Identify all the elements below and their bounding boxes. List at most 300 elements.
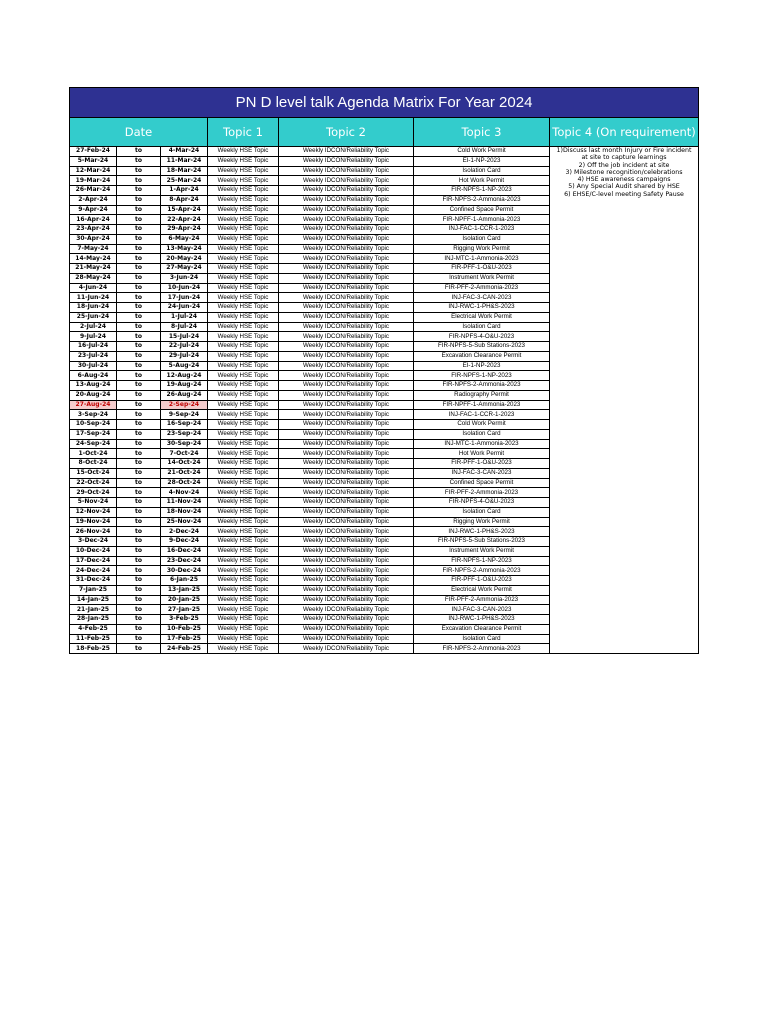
start-date-cell: 24-Dec-24 (70, 566, 117, 576)
end-date-cell: 11-Mar-24 (161, 156, 208, 166)
topic-2-cell: Weekly IDCON/Reliability Topic (279, 234, 414, 244)
to-cell: to (117, 273, 161, 283)
topic-1-cell: Weekly HSE Topic (208, 156, 279, 166)
to-cell: to (117, 478, 161, 488)
end-date-cell: 27-Jan-25 (161, 605, 208, 615)
topic-2-cell: Weekly IDCON/Reliability Topic (279, 400, 414, 410)
topic-3-cell: Cold Work Permit (414, 147, 550, 157)
end-date-cell: 9-Sep-24 (161, 410, 208, 420)
topic-3-cell: Isolation Card (414, 166, 550, 176)
topic-3-cell: FIR-PFF-1-O&U-2023 (414, 264, 550, 274)
topic-3-cell: Hot Work Permit (414, 449, 550, 459)
to-cell: to (117, 254, 161, 264)
topic-3-cell: FIR-NPFS-4-O&U-2023 (414, 332, 550, 342)
topic-2-cell: Weekly IDCON/Reliability Topic (279, 624, 414, 634)
topic-2-cell: Weekly IDCON/Reliability Topic (279, 420, 414, 430)
topic-1-cell: Weekly HSE Topic (208, 498, 279, 508)
header-topic-1: Topic 1 (208, 118, 279, 147)
topic-2-cell: Weekly IDCON/Reliability Topic (279, 585, 414, 595)
end-date-cell: 26-Aug-24 (161, 390, 208, 400)
start-date-cell: 27-Feb-24 (70, 147, 117, 157)
topic-3-cell: INJ-FAC-1-CCR-1-2023 (414, 410, 550, 420)
end-date-cell: 13-Jan-25 (161, 585, 208, 595)
topic-1-cell: Weekly HSE Topic (208, 410, 279, 420)
topic-2-cell: Weekly IDCON/Reliability Topic (279, 410, 414, 420)
topic-1-cell: Weekly HSE Topic (208, 371, 279, 381)
end-date-cell: 25-Mar-24 (161, 176, 208, 186)
topic-3-cell: FIR-NPFS-4-O&U-2023 (414, 498, 550, 508)
topic-3-cell: Rigging Work Permit (414, 517, 550, 527)
start-date-cell: 16-Jul-24 (70, 342, 117, 352)
topic-1-cell: Weekly HSE Topic (208, 244, 279, 254)
start-date-cell: 3-Dec-24 (70, 537, 117, 547)
start-date-cell: 9-Apr-24 (70, 205, 117, 215)
table-row (70, 147, 699, 157)
end-date-cell: 22-Apr-24 (161, 215, 208, 225)
topic-2-cell: Weekly IDCON/Reliability Topic (279, 634, 414, 644)
topic-3-cell: INJ-FAC-3-CAN-2023 (414, 605, 550, 615)
topic-3-cell: FIR-PFF-2-Ammonia-2023 (414, 595, 550, 605)
topic-3-cell: FIR-NPFS-1-NP-2023 (414, 371, 550, 381)
topic-2-cell: Weekly IDCON/Reliability Topic (279, 156, 414, 166)
end-date-cell: 11-Nov-24 (161, 498, 208, 508)
to-cell: to (117, 429, 161, 439)
to-cell: to (117, 293, 161, 303)
topic-4-note-line: 2) Off the job incident at site (578, 161, 670, 169)
topic-4-note-line: 4) HSE awareness campaigns (577, 176, 671, 184)
start-date-cell: 22-Oct-24 (70, 478, 117, 488)
topic-1-cell: Weekly HSE Topic (208, 615, 279, 625)
end-date-cell: 1-Jul-24 (161, 312, 208, 322)
start-date-cell: 31-Dec-24 (70, 576, 117, 586)
header-topic-2: Topic 2 (279, 118, 414, 147)
end-date-cell: 7-Oct-24 (161, 449, 208, 459)
topic-1-cell: Weekly HSE Topic (208, 576, 279, 586)
topic-3-cell: INJ-RWC-1-PH&S-2023 (414, 527, 550, 537)
end-date-cell: 29-Apr-24 (161, 225, 208, 235)
topic-1-cell: Weekly HSE Topic (208, 195, 279, 205)
topic-3-cell: Electrical Work Permit (414, 585, 550, 595)
topic-2-cell: Weekly IDCON/Reliability Topic (279, 322, 414, 332)
topic-1-cell: Weekly HSE Topic (208, 429, 279, 439)
start-date-cell: 17-Sep-24 (70, 429, 117, 439)
topic-2-cell: Weekly IDCON/Reliability Topic (279, 225, 414, 235)
start-date-cell: 14-May-24 (70, 254, 117, 264)
to-cell: to (117, 449, 161, 459)
topic-3-cell: Cold Work Permit (414, 420, 550, 430)
topic-2-cell: Weekly IDCON/Reliability Topic (279, 283, 414, 293)
end-date-cell: 28-Oct-24 (161, 478, 208, 488)
topic-1-cell: Weekly HSE Topic (208, 459, 279, 469)
start-date-cell: 21-Jan-25 (70, 605, 117, 615)
to-cell: to (117, 400, 161, 410)
topic-2-cell: Weekly IDCON/Reliability Topic (279, 293, 414, 303)
topic-1-cell: Weekly HSE Topic (208, 507, 279, 517)
header-topic-3: Topic 3 (414, 118, 550, 147)
topic-1-cell: Weekly HSE Topic (208, 634, 279, 644)
topic-3-cell: EI-1-NP-2023 (414, 156, 550, 166)
topic-2-cell: Weekly IDCON/Reliability Topic (279, 546, 414, 556)
to-cell: to (117, 546, 161, 556)
topic-3-cell: FIR-PFF-2-Ammonia-2023 (414, 283, 550, 293)
to-cell: to (117, 234, 161, 244)
end-date-cell: 6-Jan-25 (161, 576, 208, 586)
to-cell: to (117, 507, 161, 517)
end-date-cell: 30-Dec-24 (161, 566, 208, 576)
start-date-cell: 1-Oct-24 (70, 449, 117, 459)
end-date-cell: 4-Nov-24 (161, 488, 208, 498)
start-date-cell: 10-Sep-24 (70, 420, 117, 430)
topic-1-cell: Weekly HSE Topic (208, 449, 279, 459)
topic-1-cell: Weekly HSE Topic (208, 556, 279, 566)
end-date-cell: 23-Dec-24 (161, 556, 208, 566)
start-date-cell: 23-Apr-24 (70, 225, 117, 235)
start-date-cell: 4-Jun-24 (70, 283, 117, 293)
topic-2-cell: Weekly IDCON/Reliability Topic (279, 468, 414, 478)
to-cell: to (117, 205, 161, 215)
topic-1-cell: Weekly HSE Topic (208, 644, 279, 654)
end-date-cell: 1-Apr-24 (161, 186, 208, 196)
header-date: Date (70, 118, 208, 147)
topic-3-cell: FIR-PFF-1-O&U-2023 (414, 576, 550, 586)
topic-3-cell: Isolation Card (414, 322, 550, 332)
topic-2-cell: Weekly IDCON/Reliability Topic (279, 439, 414, 449)
end-date-cell: 15-Jul-24 (161, 332, 208, 342)
start-date-cell: 26-Nov-24 (70, 527, 117, 537)
topic-1-cell: Weekly HSE Topic (208, 264, 279, 274)
start-date-cell: 8-Oct-24 (70, 459, 117, 469)
to-cell: to (117, 576, 161, 586)
topic-2-cell: Weekly IDCON/Reliability Topic (279, 556, 414, 566)
start-date-cell: 9-Jul-24 (70, 332, 117, 342)
start-date-cell: 5-Nov-24 (70, 498, 117, 508)
start-date-cell: 2-Jul-24 (70, 322, 117, 332)
topic-2-cell: Weekly IDCON/Reliability Topic (279, 449, 414, 459)
topic-2-cell: Weekly IDCON/Reliability Topic (279, 332, 414, 342)
topic-1-cell: Weekly HSE Topic (208, 273, 279, 283)
start-date-cell: 30-Apr-24 (70, 234, 117, 244)
start-date-cell: 13-Aug-24 (70, 381, 117, 391)
to-cell: to (117, 225, 161, 235)
topic-4-note-line: 1)Discuss last month Injury or Fire incident (556, 147, 692, 154)
topic-2-cell: Weekly IDCON/Reliability Topic (279, 478, 414, 488)
to-cell: to (117, 527, 161, 537)
end-date-cell: 2-Dec-24 (161, 527, 208, 537)
end-date-cell: 20-May-24 (161, 254, 208, 264)
topic-2-cell: Weekly IDCON/Reliability Topic (279, 459, 414, 469)
end-date-cell: 8-Jul-24 (161, 322, 208, 332)
end-date-cell: 20-Jan-25 (161, 595, 208, 605)
topic-3-cell: FIR-NPFS-1-NP-2023 (414, 556, 550, 566)
start-date-cell: 26-Mar-24 (70, 186, 117, 196)
to-cell: to (117, 439, 161, 449)
agenda-matrix-table (69, 87, 699, 654)
start-date-cell: 20-Aug-24 (70, 390, 117, 400)
to-cell: to (117, 264, 161, 274)
topic-2-cell: Weekly IDCON/Reliability Topic (279, 371, 414, 381)
topic-1-cell: Weekly HSE Topic (208, 400, 279, 410)
topic-3-cell: Hot Work Permit (414, 176, 550, 186)
start-date-cell: 7-May-24 (70, 244, 117, 254)
topic-3-cell: FIR-NPFF-1-Ammonia-2023 (414, 400, 550, 410)
topic-3-cell: INJ-MTC-1-Ammonia-2023 (414, 439, 550, 449)
end-date-cell: 13-May-24 (161, 244, 208, 254)
topic-2-cell: Weekly IDCON/Reliability Topic (279, 254, 414, 264)
start-date-cell: 15-Oct-24 (70, 468, 117, 478)
topic-1-cell: Weekly HSE Topic (208, 283, 279, 293)
topic-3-cell: Isolation Card (414, 429, 550, 439)
topic-1-cell: Weekly HSE Topic (208, 186, 279, 196)
topic-1-cell: Weekly HSE Topic (208, 468, 279, 478)
topic-1-cell: Weekly HSE Topic (208, 361, 279, 371)
topic-2-cell: Weekly IDCON/Reliability Topic (279, 644, 414, 654)
start-date-cell: 25-Jun-24 (70, 312, 117, 322)
topic-3-cell: INJ-FAC-3-CAN-2023 (414, 468, 550, 478)
topic-2-cell: Weekly IDCON/Reliability Topic (279, 195, 414, 205)
topic-1-cell: Weekly HSE Topic (208, 166, 279, 176)
end-date-cell: 5-Aug-24 (161, 361, 208, 371)
topic-3-cell: FIR-NPFS-1-NP-2023 (414, 186, 550, 196)
end-date-cell: 9-Dec-24 (161, 537, 208, 547)
topic-2-cell: Weekly IDCON/Reliability Topic (279, 205, 414, 215)
to-cell: to (117, 215, 161, 225)
topic-2-cell: Weekly IDCON/Reliability Topic (279, 390, 414, 400)
topic-4-note-line: 6) EHSE/C-level meeting Safety Pause (564, 190, 684, 198)
topic-1-cell: Weekly HSE Topic (208, 488, 279, 498)
topic-2-cell: Weekly IDCON/Reliability Topic (279, 605, 414, 615)
start-date-cell: 5-Mar-24 (70, 156, 117, 166)
topic-3-cell: Excavation Clearance Permit (414, 351, 550, 361)
start-date-cell: 28-Jan-25 (70, 615, 117, 625)
start-date-cell: 3-Sep-24 (70, 410, 117, 420)
to-cell: to (117, 537, 161, 547)
topic-1-cell: Weekly HSE Topic (208, 537, 279, 547)
topic-2-cell: Weekly IDCON/Reliability Topic (279, 273, 414, 283)
topic-4-note-line: 5) Any Special Audit shared by HSE (568, 183, 680, 191)
topic-1-cell: Weekly HSE Topic (208, 585, 279, 595)
to-cell: to (117, 303, 161, 313)
end-date-cell: 3-Feb-25 (161, 615, 208, 625)
topic-1-cell: Weekly HSE Topic (208, 147, 279, 157)
end-date-cell: 18-Mar-24 (161, 166, 208, 176)
topic-1-cell: Weekly HSE Topic (208, 176, 279, 186)
topic-3-cell: Isolation Card (414, 507, 550, 517)
topic-1-cell: Weekly HSE Topic (208, 303, 279, 313)
to-cell: to (117, 420, 161, 430)
end-date-cell: 30-Sep-24 (161, 439, 208, 449)
topic-3-cell: INJ-FAC-1-CCR-1-2023 (414, 225, 550, 235)
topic-2-cell: Weekly IDCON/Reliability Topic (279, 566, 414, 576)
topic-2-cell: Weekly IDCON/Reliability Topic (279, 517, 414, 527)
end-date-cell: 23-Sep-24 (161, 429, 208, 439)
topic-4-notes (550, 147, 699, 654)
start-date-cell: 11-Feb-25 (70, 634, 117, 644)
topic-3-cell: Confined Space Permit (414, 205, 550, 215)
start-date-cell: 2-Apr-24 (70, 195, 117, 205)
start-date-cell: 4-Feb-25 (70, 624, 117, 634)
to-cell: to (117, 332, 161, 342)
start-date-cell: 16-Apr-24 (70, 215, 117, 225)
topic-2-cell: Weekly IDCON/Reliability Topic (279, 537, 414, 547)
end-date-cell: 8-Apr-24 (161, 195, 208, 205)
topic-3-cell: INJ-FAC-3-CAN-2023 (414, 293, 550, 303)
topic-1-cell: Weekly HSE Topic (208, 566, 279, 576)
start-date-cell: 28-May-24 (70, 273, 117, 283)
end-date-cell: 25-Nov-24 (161, 517, 208, 527)
to-cell: to (117, 322, 161, 332)
topic-1-cell: Weekly HSE Topic (208, 517, 279, 527)
topic-2-cell: Weekly IDCON/Reliability Topic (279, 381, 414, 391)
end-date-cell: 21-Oct-24 (161, 468, 208, 478)
topic-1-cell: Weekly HSE Topic (208, 420, 279, 430)
topic-3-cell: Confined Space Permit (414, 478, 550, 488)
end-date-cell: 14-Oct-24 (161, 459, 208, 469)
topic-3-cell: FIR-PFF-2-Ammonia-2023 (414, 488, 550, 498)
start-date-cell: 30-Jul-24 (70, 361, 117, 371)
topic-1-cell: Weekly HSE Topic (208, 322, 279, 332)
start-date-cell: 21-May-24 (70, 264, 117, 274)
topic-1-cell: Weekly HSE Topic (208, 624, 279, 634)
start-date-cell: 18-Jun-24 (70, 303, 117, 313)
to-cell: to (117, 585, 161, 595)
topic-1-cell: Weekly HSE Topic (208, 351, 279, 361)
end-date-cell: 15-Apr-24 (161, 205, 208, 215)
start-date-cell: 24-Sep-24 (70, 439, 117, 449)
topic-3-cell: FIR-PFF-1-O&U-2023 (414, 459, 550, 469)
end-date-cell: 16-Sep-24 (161, 420, 208, 430)
to-cell: to (117, 644, 161, 654)
topic-2-cell: Weekly IDCON/Reliability Topic (279, 147, 414, 157)
topic-2-cell: Weekly IDCON/Reliability Topic (279, 215, 414, 225)
topic-1-cell: Weekly HSE Topic (208, 342, 279, 352)
topic-1-cell: Weekly HSE Topic (208, 254, 279, 264)
start-date-cell: 6-Aug-24 (70, 371, 117, 381)
topic-2-cell: Weekly IDCON/Reliability Topic (279, 186, 414, 196)
start-date-cell: 17-Dec-24 (70, 556, 117, 566)
topic-1-cell: Weekly HSE Topic (208, 205, 279, 215)
to-cell: to (117, 595, 161, 605)
topic-1-cell: Weekly HSE Topic (208, 439, 279, 449)
to-cell: to (117, 556, 161, 566)
table-body (70, 147, 699, 654)
to-cell: to (117, 634, 161, 644)
end-date-cell: 6-May-24 (161, 234, 208, 244)
topic-2-cell: Weekly IDCON/Reliability Topic (279, 303, 414, 313)
to-cell: to (117, 498, 161, 508)
end-date-cell: 19-Aug-24 (161, 381, 208, 391)
topic-1-cell: Weekly HSE Topic (208, 215, 279, 225)
topic-3-cell: INJ-MTC-1-Ammonia-2023 (414, 254, 550, 264)
start-date-cell: 23-Jul-24 (70, 351, 117, 361)
topic-1-cell: Weekly HSE Topic (208, 390, 279, 400)
to-cell: to (117, 283, 161, 293)
topic-1-cell: Weekly HSE Topic (208, 605, 279, 615)
to-cell: to (117, 410, 161, 420)
topic-3-cell: FIR-NPFS-2-Ammonia-2023 (414, 644, 550, 654)
to-cell: to (117, 517, 161, 527)
to-cell: to (117, 195, 161, 205)
to-cell: to (117, 351, 161, 361)
topic-1-cell: Weekly HSE Topic (208, 478, 279, 488)
topic-2-cell: Weekly IDCON/Reliability Topic (279, 264, 414, 274)
to-cell: to (117, 244, 161, 254)
topic-3-cell: Isolation Card (414, 234, 550, 244)
topic-3-cell: Electrical Work Permit (414, 312, 550, 322)
to-cell: to (117, 156, 161, 166)
topic-1-cell: Weekly HSE Topic (208, 312, 279, 322)
topic-1-cell: Weekly HSE Topic (208, 595, 279, 605)
topic-2-cell: Weekly IDCON/Reliability Topic (279, 244, 414, 254)
topic-3-cell: INJ-RWC-1-PH&S-2023 (414, 615, 550, 625)
to-cell: to (117, 147, 161, 157)
end-date-cell: 24-Jun-24 (161, 303, 208, 313)
to-cell: to (117, 615, 161, 625)
topic-3-cell: Instrument Work Permit (414, 546, 550, 556)
to-cell: to (117, 468, 161, 478)
topic-2-cell: Weekly IDCON/Reliability Topic (279, 176, 414, 186)
to-cell: to (117, 342, 161, 352)
header-topic-4: Topic 4 (On requirement) (550, 118, 699, 147)
topic-4-note-line: 3) Milestone recognition/celebrations (565, 168, 683, 176)
to-cell: to (117, 371, 161, 381)
end-date-cell: 29-Jul-24 (161, 351, 208, 361)
to-cell: to (117, 566, 161, 576)
topic-2-cell: Weekly IDCON/Reliability Topic (279, 488, 414, 498)
topic-2-cell: Weekly IDCON/Reliability Topic (279, 342, 414, 352)
end-date-cell: 27-May-24 (161, 264, 208, 274)
end-date-cell: 24-Feb-25 (161, 644, 208, 654)
topic-3-cell: Isolation Card (414, 634, 550, 644)
topic-3-cell: FIR-NPFS-2-Ammonia-2023 (414, 566, 550, 576)
start-date-cell: 7-Jan-25 (70, 585, 117, 595)
start-date-cell: 19-Nov-24 (70, 517, 117, 527)
to-cell: to (117, 605, 161, 615)
to-cell: to (117, 381, 161, 391)
topic-2-cell: Weekly IDCON/Reliability Topic (279, 576, 414, 586)
end-date-cell: 4-Mar-24 (161, 147, 208, 157)
end-date-cell: 2-Sep-24 (161, 400, 208, 410)
topic-1-cell: Weekly HSE Topic (208, 381, 279, 391)
topic-3-cell: Rigging Work Permit (414, 244, 550, 254)
topic-3-cell: Radiography Permit (414, 390, 550, 400)
start-date-cell: 12-Mar-24 (70, 166, 117, 176)
topic-2-cell: Weekly IDCON/Reliability Topic (279, 351, 414, 361)
start-date-cell: 10-Dec-24 (70, 546, 117, 556)
end-date-cell: 17-Jun-24 (161, 293, 208, 303)
topic-3-cell: EI-1-NP-2023 (414, 361, 550, 371)
topic-3-cell: FIR-NPFS-5-Sub Stations-2023 (414, 537, 550, 547)
topic-1-cell: Weekly HSE Topic (208, 527, 279, 537)
topic-3-cell: INJ-RWC-1-PH&S-2023 (414, 303, 550, 313)
topic-1-cell: Weekly HSE Topic (208, 234, 279, 244)
end-date-cell: 16-Dec-24 (161, 546, 208, 556)
topic-2-cell: Weekly IDCON/Reliability Topic (279, 361, 414, 371)
end-date-cell: 12-Aug-24 (161, 371, 208, 381)
start-date-cell: 27-Aug-24 (70, 400, 117, 410)
start-date-cell: 18-Feb-25 (70, 644, 117, 654)
end-date-cell: 22-Jul-24 (161, 342, 208, 352)
start-date-cell: 12-Nov-24 (70, 507, 117, 517)
to-cell: to (117, 176, 161, 186)
topic-3-cell: FIR-NPFS-5-Sub Stations-2023 (414, 342, 550, 352)
to-cell: to (117, 186, 161, 196)
to-cell: to (117, 361, 161, 371)
topic-4-note-line: at site to capture learnings (581, 154, 667, 162)
end-date-cell: 10-Feb-25 (161, 624, 208, 634)
to-cell: to (117, 312, 161, 322)
to-cell: to (117, 488, 161, 498)
topic-1-cell: Weekly HSE Topic (208, 293, 279, 303)
